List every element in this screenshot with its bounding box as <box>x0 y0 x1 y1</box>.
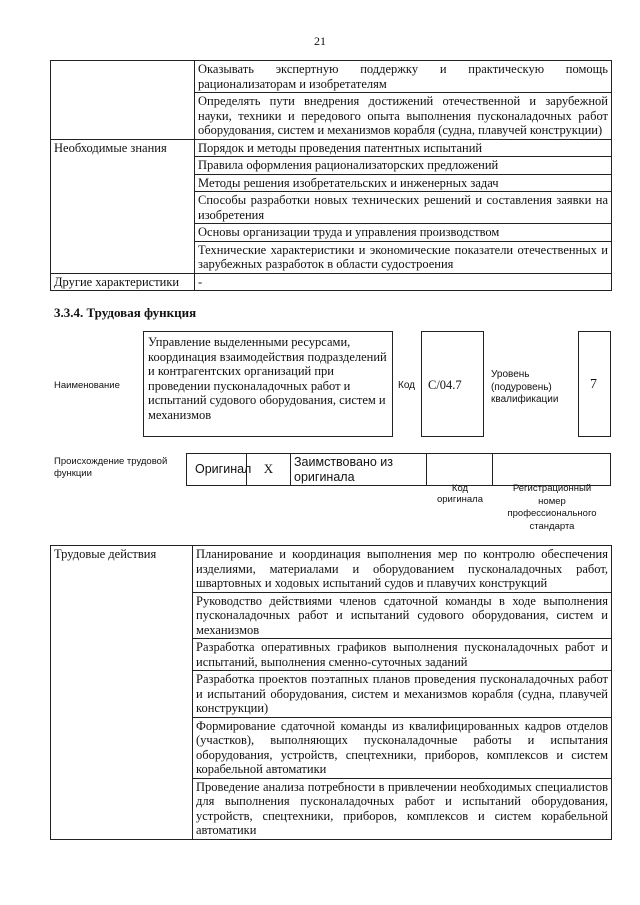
code-label: Код <box>398 380 416 391</box>
labor-actions-table <box>50 545 612 840</box>
name-label: Наименование <box>54 380 120 391</box>
skills-knowledge-table <box>50 60 612 291</box>
knowledge-item: Методы решения изобретательских и инженерных задач <box>195 174 612 192</box>
code-caption: Код оригинала <box>436 483 483 505</box>
skill-item: Оказывать экспертную поддержку и практическую помощь рационализаторам и изобретателям <box>195 61 612 93</box>
original-code-cell <box>427 454 493 486</box>
name-value: Управление выделенными ресурсами, координация взаимодействия подразделений и контрагентских организаций при проведении пусконаладочных работ и испытаний судового оборудования, систем и механизмов <box>148 335 387 422</box>
row-label-knowledge: Необходимые знания <box>51 139 195 273</box>
action-item: Руководство действиями членов сдаточной команды в ходе выполнения пусконаладочных работ и испытаний судового оборудования, систем и механизмов <box>193 592 612 639</box>
original-mark: X <box>247 454 291 486</box>
other-item: - <box>195 273 612 291</box>
origin-table <box>186 453 611 486</box>
row-label-other: Другие характеристики <box>51 273 195 291</box>
row-label-empty <box>51 61 195 140</box>
knowledge-item: Порядок и методы проведения патентных испытаний <box>195 139 612 157</box>
row-label-actions: Трудовые действия <box>51 546 193 840</box>
section-heading: 3.3.4. Трудовая функция <box>54 305 197 320</box>
page-number: 21 <box>314 34 326 48</box>
action-item: Проведение анализа потребности в привлечении необходимых специалистов для выполнения пусконаладочных работ и испытаний оборудования, устройств, спецтехники, приборов, комплексов и систем корабельной автоматики <box>193 778 612 839</box>
code-value: С/04.7 <box>428 378 462 392</box>
knowledge-item: Технические характеристики и экономические показатели отечественных и зарубежных разработок в области судостроения <box>195 241 612 273</box>
borrowed-label: Заимствовано из оригинала <box>291 454 427 486</box>
reg-caption: Регистрационный номер профессионального стандарта <box>507 483 597 532</box>
reg-number-cell <box>493 454 611 486</box>
action-item: Планирование и координация выполнения мер по контролю обеспечения изделиями, материалами и оборудованием пусконаладочных работ, швартовных и ходовых испытаний судов и плавучих конструкций <box>193 546 612 593</box>
action-item: Формирование сдаточной команды из квалифицированных кадров отделов (участков), выполняющих пусконаладочные работы и испытания оборудования, устройств, спецтехники, приборов, комплексов и систем корабельной автоматики <box>193 717 612 778</box>
knowledge-item: Основы организации труда и управления производством <box>195 224 612 242</box>
knowledge-item: Правила оформления рационализаторских предложений <box>195 157 612 175</box>
origin-label: Происхождение трудовой функции <box>54 456 168 479</box>
original-label: Оригинал <box>187 454 247 486</box>
level-label: Уровень (подуровень) квалификации <box>491 369 559 405</box>
action-item: Разработка проектов поэтапных планов проведения пусконаладочных работ и испытаний оборудования, систем и механизмов корабля (судна, плавучей конструкции) <box>193 671 612 718</box>
level-value: 7 <box>590 377 597 392</box>
knowledge-item: Способы разработки новых технических решений и составления заявки на изобретения <box>195 192 612 224</box>
action-item: Разработка оперативных графиков выполнения пусконаладочных работ и испытаний, выполнения сменно-суточных заданий <box>193 639 612 671</box>
skill-item: Определять пути внедрения достижений отечественной и зарубежной науки, техники и передового опыта выполнения пусконаладочных работ оборудования, систем и механизмов корабля (судна, плавучей конструкции) <box>195 93 612 140</box>
